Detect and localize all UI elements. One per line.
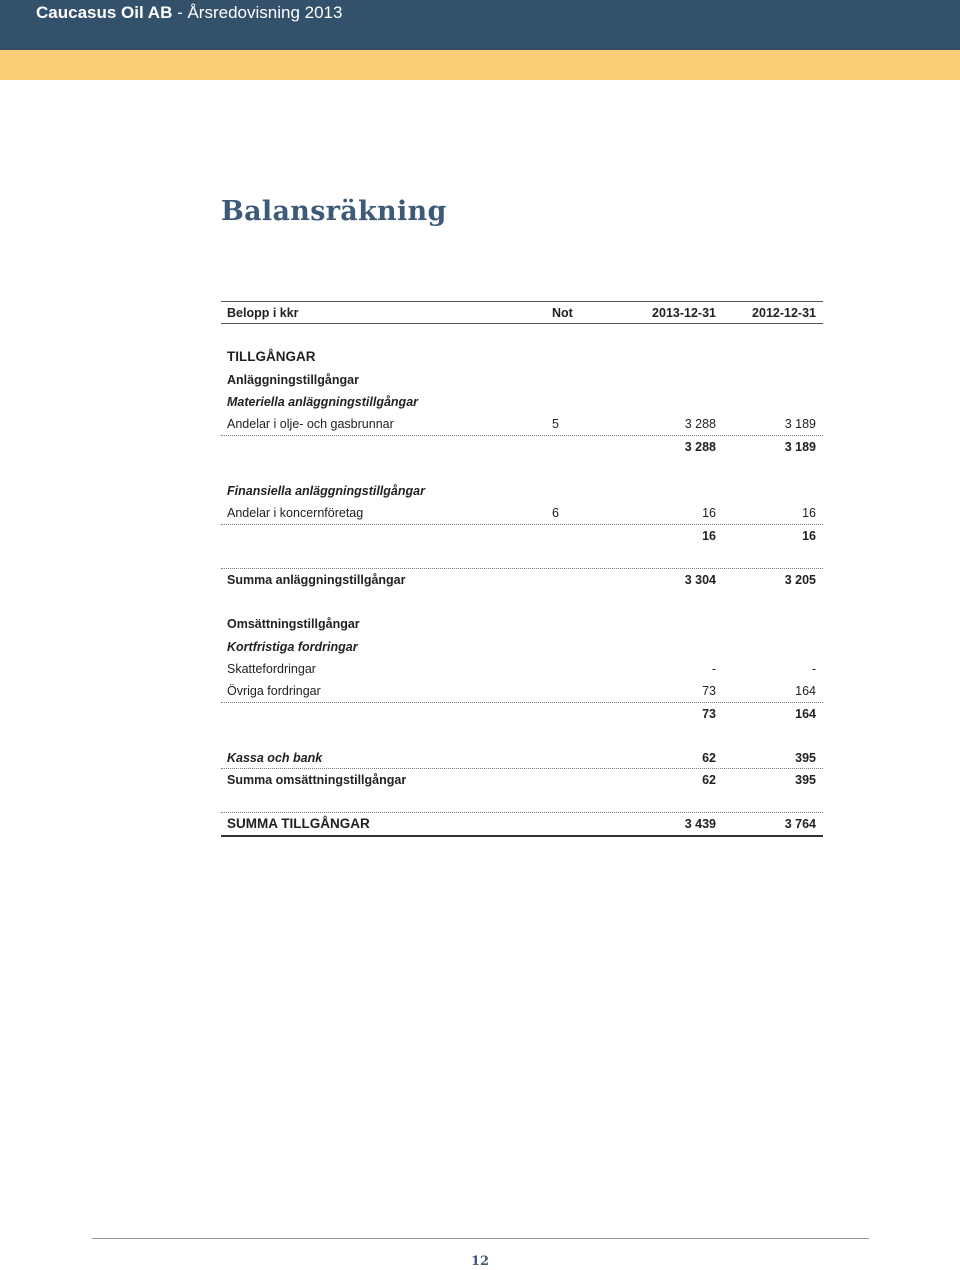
row-label: Kassa och bank: [227, 751, 323, 765]
row-value-2013: 62: [702, 773, 716, 787]
total-row-oms: [221, 769, 823, 791]
row-label: Summa anläggningstillgångar: [227, 573, 406, 587]
subtotal-2013: 16: [702, 529, 716, 543]
col-note-header: Not: [552, 306, 573, 320]
group-materiella: [221, 391, 823, 413]
section-label: TILLGÅNGAR: [227, 349, 316, 364]
row-label: Andelar i olje- och gasbrunnar: [227, 417, 394, 431]
document-header-title: [36, 4, 342, 22]
row-label: SUMMA TILLGÅNGAR: [227, 816, 370, 831]
row-value-2013: 3 288: [684, 417, 716, 431]
row-value-2013: -: [711, 662, 716, 676]
subtotal-2013: 3 288: [684, 440, 716, 454]
row-note: 6: [552, 506, 559, 520]
subtotal-2012: 16: [802, 529, 816, 543]
section-label: Anläggningstillgångar: [227, 373, 359, 387]
row-label: Andelar i koncernföretag: [227, 506, 364, 520]
subsection-oms: [221, 613, 823, 635]
page-number: 12: [470, 1254, 490, 1269]
header-bar: [0, 0, 960, 50]
row-value-2012: 3 205: [784, 573, 816, 587]
subsection-anl: [221, 369, 823, 391]
row-value-2012: 395: [795, 751, 816, 765]
row-value-2013: 62: [702, 751, 716, 765]
report-name: - Årsredovisning 2013: [172, 3, 343, 22]
col-2012-header: 2012-12-31: [752, 306, 816, 320]
group-label: Kortfristiga fordringar: [227, 640, 358, 654]
group-label: Materiella anläggningstillgångar: [227, 395, 419, 409]
row-value-2012: 16: [802, 506, 816, 520]
row-label: Skattefordringar: [227, 662, 316, 676]
row-value-2013: 3 304: [684, 573, 716, 587]
subtotal-row: [221, 436, 823, 458]
row-value-2012: 3 189: [784, 417, 816, 431]
table-row: [221, 680, 823, 702]
section-label: Omsättningstillgångar: [227, 617, 360, 631]
col-label-header: Belopp i kkr: [227, 306, 299, 320]
row-note: 5: [552, 417, 559, 431]
table-bottom-rule: [221, 835, 823, 837]
subtotal-row: [221, 703, 823, 725]
row-value-2012: 395: [795, 773, 816, 787]
row-value-2013: 3 439: [684, 817, 716, 831]
accent-stripe: [0, 50, 960, 80]
subtotal-2013: 73: [702, 707, 716, 721]
row-label: Övriga fordringar: [227, 684, 321, 698]
table-row: [221, 413, 823, 435]
group-label: Finansiella anläggningstillgångar: [227, 484, 425, 498]
row-value-2012: 3 764: [784, 817, 816, 831]
table-row: [221, 658, 823, 680]
row-value-2013: 16: [702, 506, 716, 520]
col-2013-header: 2013-12-31: [652, 306, 716, 320]
footer-rule: [92, 1238, 869, 1239]
row-value-2012: 164: [795, 684, 816, 698]
table-header-row: [221, 302, 823, 324]
row-label: Summa omsättningstillgångar: [227, 773, 407, 787]
kassa-row: [221, 747, 823, 769]
row-value-2013: 73: [702, 684, 716, 698]
subtotal-2012: 3 189: [784, 440, 816, 454]
group-finansiella: [221, 480, 823, 502]
page-title: Balansräkning: [221, 196, 447, 227]
company-name: Caucasus Oil AB: [36, 3, 173, 22]
subtotal-row: [221, 525, 823, 547]
section-tillgangar: [221, 346, 823, 368]
subtotal-2012: 164: [795, 707, 816, 721]
table-row: [221, 502, 823, 524]
group-kortfristiga: [221, 636, 823, 658]
table-header-rule: [221, 323, 823, 324]
row-value-2012: -: [811, 662, 816, 676]
total-row-anl: [221, 569, 823, 591]
grand-total-row: [221, 813, 823, 835]
